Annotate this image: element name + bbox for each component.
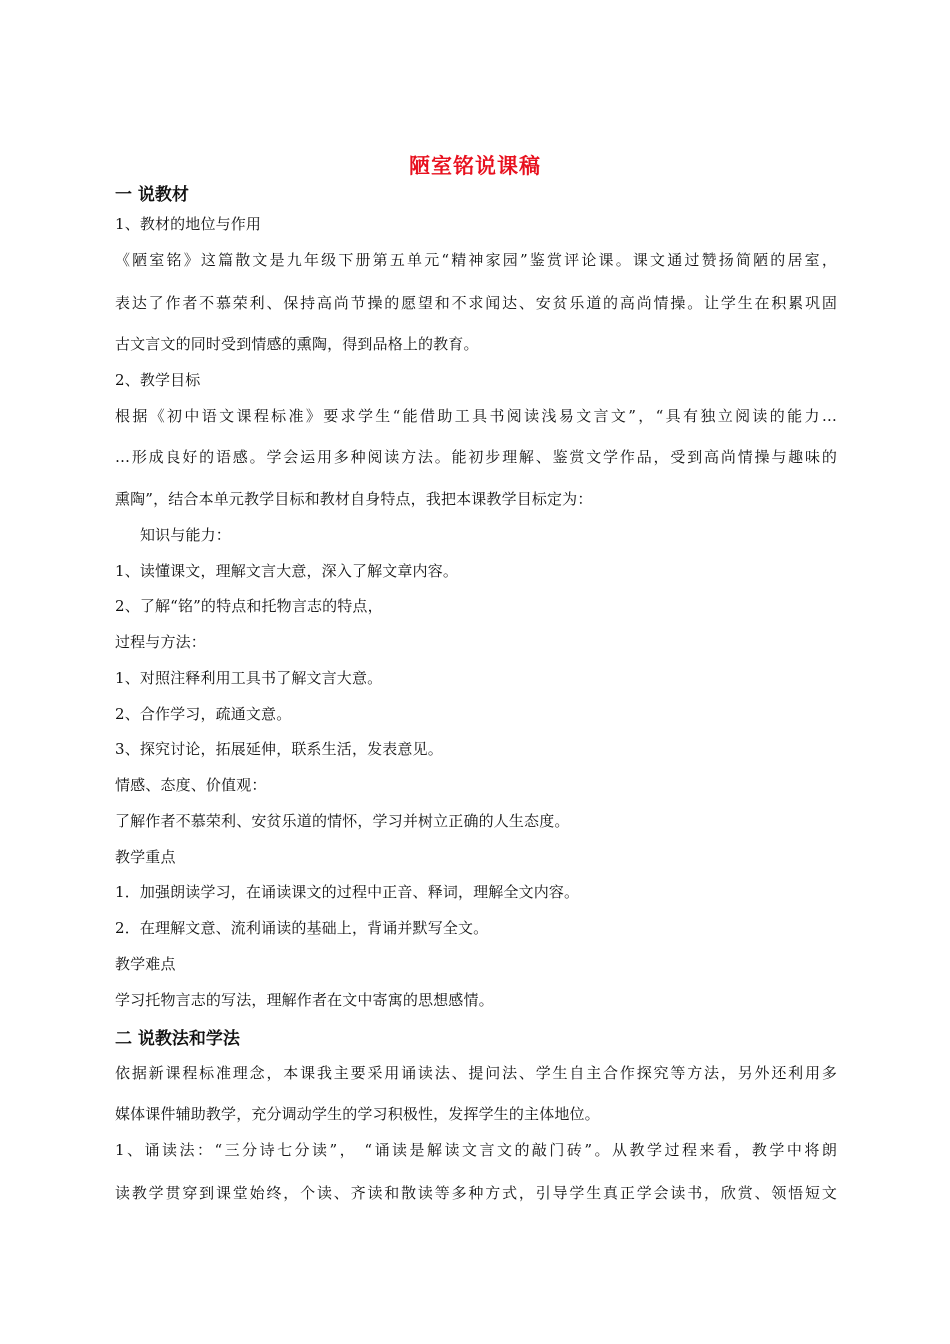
subheading-status-role: 1、教材的地位与作用 — [115, 215, 262, 233]
list-item: 1、对照注释利用工具书了解文言大意。 — [115, 669, 383, 687]
list-item: 1．加强朗读学习，在诵读课文的过程中正音、释词，理解全文内容。 — [115, 883, 580, 901]
label-difficult-points: 教学难点 — [115, 955, 176, 973]
label-key-points: 教学重点 — [115, 848, 176, 866]
list-item: 2．在理解文意、流利诵读的基础上，背诵并默写全文。 — [115, 919, 489, 937]
paragraph-line: 表达了作者不慕荣利、保持高尚节操的愿望和不求闻达、安贫乐道的高尚情操。让学生在积累巩固 — [115, 294, 837, 312]
paragraph-line: 1、诵读法：“三分诗七分读”， “诵读是解读文言文的敲门砖”。从教学过程来看，教学中将朗 — [115, 1141, 837, 1159]
page-title: 陋室铭说课稿 — [409, 154, 541, 178]
paragraph-line: 古文言文的同时受到情感的熏陶，得到品格上的教育。 — [115, 335, 479, 353]
label-emotion-values: 情感、态度、价值观： — [115, 776, 267, 794]
list-item: 学习托物言志的写法，理解作者在文中寄寓的思想感情。 — [115, 991, 494, 1009]
section-heading-teaching-material: 一 说教材 — [115, 185, 189, 205]
subheading-teaching-goals: 2、教学目标 — [115, 371, 201, 389]
paragraph-line: 媒体课件辅助教学，充分调动学生的学习积极性，发挥学生的主体地位。 — [115, 1105, 600, 1123]
list-item: 了解作者不慕荣利、安贫乐道的情怀，学习并树立正确的人生态度。 — [115, 812, 570, 830]
list-item: 2、了解“铭”的特点和托物言志的特点， — [115, 597, 383, 615]
list-item: 1、读懂课文，理解文言大意，深入了解文章内容。 — [115, 562, 458, 580]
section-heading-methods: 二 说教法和学法 — [115, 1029, 240, 1049]
paragraph-line: 依据新课程标准理念，本课我主要采用诵读法、提问法、学生自主合作探究等方法，另外还利用多 — [115, 1064, 837, 1082]
list-item: 3、探究讨论，拓展延伸，联系生活，发表意见。 — [115, 740, 443, 758]
paragraph-line: 《陋室铭》这篇散文是九年级下册第五单元“精神家园”鉴赏评论课。课文通过赞扬简陋的居室， — [115, 251, 837, 269]
paragraph-line: 读教学贯穿到课堂始终，个读、齐读和散读等多种方式，引导学生真正学会读书，欣赏、领悟短文 — [115, 1184, 837, 1202]
paragraph-line: 根据《初中语文课程标准》要求学生“能借助工具书阅读浅易文言文”，“具有独立阅读的能力… — [115, 407, 837, 425]
label-knowledge-ability: 知识与能力： — [140, 526, 231, 544]
list-item: 2、合作学习，疏通文意。 — [115, 705, 292, 723]
paragraph-line: …形成良好的语感。学会运用多种阅读方法。能初步理解、鉴赏文学作品，受到高尚情操与趣味的 — [115, 448, 837, 466]
label-process-method: 过程与方法： — [115, 633, 206, 651]
paragraph-line: 熏陶”，结合本单元教学目标和教材自身特点，我把本课教学目标定为： — [115, 490, 593, 508]
